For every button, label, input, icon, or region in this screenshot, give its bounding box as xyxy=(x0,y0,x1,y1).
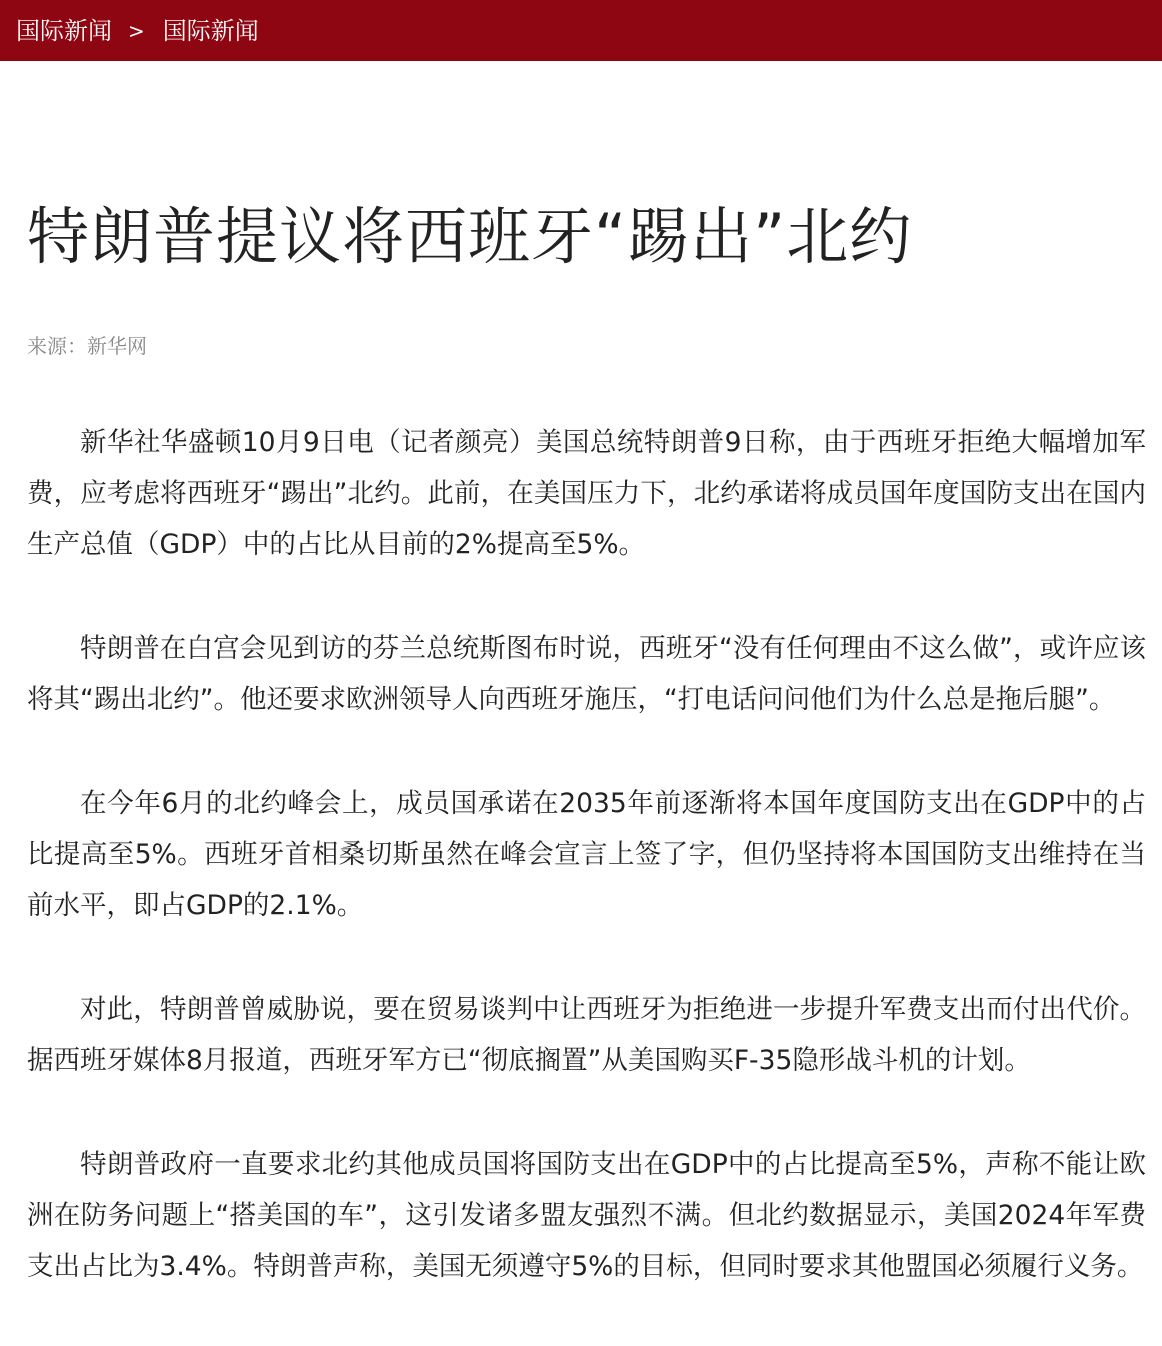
article-paragraph-3: 在今年6月的北约峰会上，成员国承诺在2035年前逐渐将本国年度国防支出在GDP中的占比提高至5%。西班牙首相桑切斯虽然在峰会宣言上签了字，但仍坚持将本国国防支出维持在当前水平，即占GDP的2.1%。 xyxy=(27,788,1146,921)
article-container xyxy=(0,61,1162,1292)
article-source: 来源：新华网 xyxy=(27,334,147,358)
top-navigation-bar xyxy=(0,0,1162,61)
article-paragraph-4: 对此，特朗普曾威胁说，要在贸易谈判中让西班牙为拒绝进一步提升军费支出而付出代价。据西班牙媒体8月报道，西班牙军方已“彻底搁置”从美国购买F-35隐形战斗机的计划。 xyxy=(27,994,1146,1076)
article-body xyxy=(27,417,1146,1292)
article-paragraph-1: 新华社华盛顿10月9日电（记者颜亮）美国总统特朗普9日称，由于西班牙拒绝大幅增加军费，应考虑将西班牙“踢出”北约。此前，在美国压力下，北约承诺将成员国年度国防支出在国内生产总值（GDP）中的占比从目前的2%提高至5%。 xyxy=(27,427,1146,560)
article-paragraph-2: 特朗普在白宫会见到访的芬兰总统斯图布时说，西班牙“没有任何理由不这么做”，或许应该将其“踢出北约”。他还要求欧洲领导人向西班牙施压，“打电话问问他们为什么总是拖后腿”。 xyxy=(27,633,1146,715)
article-title: 特朗普提议将西班牙“踢出”北约 xyxy=(27,200,913,273)
breadcrumb-separator: > xyxy=(128,18,145,43)
article-paragraph-5: 特朗普政府一直要求北约其他成员国将国防支出在GDP中的占比提高至5%，声称不能让欧洲在防务问题上“搭美国的车”，这引发诸多盟友强烈不满。但北约数据显示，美国2024年军费支出占比为3.4%。特朗普声称，美国无须遵守5%的目标，但同时要求其他盟国必须履行义务。 xyxy=(27,1149,1146,1282)
breadcrumb-link-international-news[interactable]: 国际新闻 xyxy=(16,16,112,45)
breadcrumb-link-international-news-current[interactable]: 国际新闻 xyxy=(162,16,259,45)
